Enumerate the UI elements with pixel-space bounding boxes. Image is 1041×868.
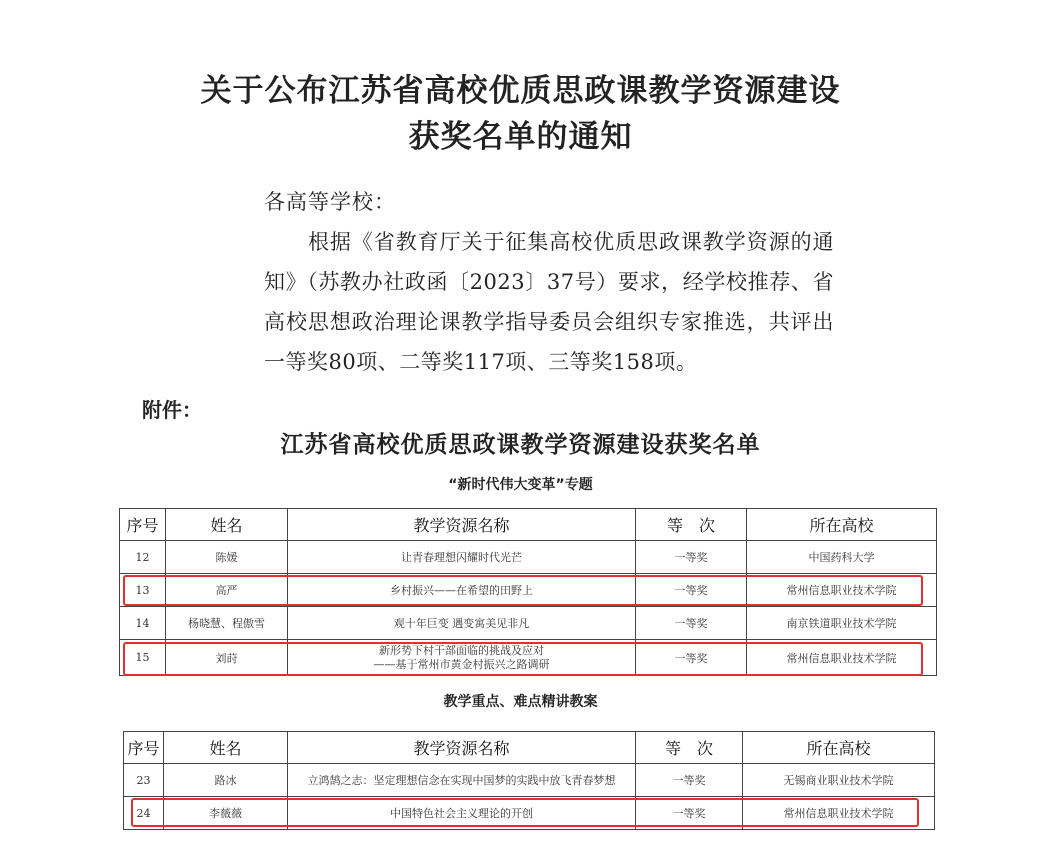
row-resource: 中国特色社会主义理论的开创: [288, 797, 636, 830]
header-school: 所在高校: [743, 732, 935, 764]
row-resource: 观十年巨变 遇变寓美见非凡: [288, 607, 636, 640]
table-row: [120, 541, 937, 574]
notice-body: 根据《省教育厅关于征集高校优质思政课教学资源的通知》（苏教办社政函〔2023〕37号）要求，经学校推荐、省高校思想政治理论课教学指导委员会组织专家推选，共评出一等奖80项、二等奖117项、三等奖158项。: [264, 230, 834, 374]
row-level: 一等奖: [636, 797, 743, 830]
row-no: 24: [124, 797, 164, 830]
row-name: 路冰: [164, 764, 288, 797]
section-title-new-era: “新时代伟大变革”专题: [448, 477, 593, 493]
row-school: 常州信息职业技术学院: [743, 797, 935, 830]
row-name: 李薇薇: [164, 797, 288, 830]
table-row: [120, 574, 937, 607]
table-row: [120, 607, 937, 640]
row-resource: 乡村振兴——在希望的田野上: [288, 574, 636, 607]
row-level: 一等奖: [636, 764, 743, 797]
row-name: 高严: [166, 574, 288, 607]
row-no: 13: [120, 574, 166, 607]
header-level: 等 次: [636, 732, 743, 764]
row-level: 一等奖: [636, 574, 747, 607]
row-school: 常州信息职业技术学院: [747, 574, 937, 607]
row-level: 一等奖: [636, 607, 747, 640]
header-school: 所在高校: [747, 509, 937, 541]
row-school: 无锡商业职业技术学院: [743, 764, 935, 797]
header-name: 姓名: [166, 509, 288, 541]
row-school: 中国药科大学: [747, 541, 937, 574]
attachment-label: 附件：: [142, 398, 202, 422]
row-no: 23: [124, 764, 164, 797]
row-no: 12: [120, 541, 166, 574]
notice-title-line1: 关于公布江苏省高校优质思政课教学资源建设: [200, 73, 841, 109]
header-no: 序号: [120, 509, 166, 541]
row-name: 陈媛: [166, 541, 288, 574]
salutation: 各高等学校：: [264, 190, 396, 214]
header-resource: 教学资源名称: [288, 509, 636, 541]
row-resource: [288, 640, 636, 676]
row-resource: 立鸿鹄之志：坚定理想信念在实现中国梦的实践中放飞青春梦想: [288, 764, 636, 797]
row-no: 14: [120, 607, 166, 640]
notice-title: [0, 68, 1041, 160]
header-level: 等 次: [636, 509, 747, 541]
award-table-new-era: [119, 508, 937, 676]
header-name: 姓名: [164, 732, 288, 764]
row-resource-line1: 新形势下村干部面临的挑战及应对: [379, 643, 544, 657]
notice-title-line2: 获奖名单的通知: [408, 119, 633, 155]
table-header-row: [120, 509, 937, 541]
award-table-lesson-plans: [123, 731, 935, 830]
table-row: [124, 797, 935, 830]
row-school: 南京铁道职业技术学院: [747, 607, 937, 640]
row-resource-line2: ——基于常州市黄金村振兴之路调研: [373, 657, 550, 671]
row-level: 一等奖: [636, 541, 747, 574]
header-no: 序号: [124, 732, 164, 764]
row-name: 刘莳: [166, 640, 288, 676]
row-no: 15: [120, 640, 166, 676]
section-title-lesson-plans: 教学重点、难点精讲教案: [443, 694, 598, 710]
row-name: 杨晓慧、程傲雪: [166, 607, 288, 640]
table-row: [120, 640, 937, 676]
header-resource: 教学资源名称: [288, 732, 636, 764]
row-resource: 让青春理想闪耀时代光芒: [288, 541, 636, 574]
award-list-title: 江苏省高校优质思政课教学资源建设获奖名单: [280, 431, 761, 458]
table-header-row: [124, 732, 935, 764]
row-school: 常州信息职业技术学院: [747, 640, 937, 676]
table-row: [124, 764, 935, 797]
row-level: 一等奖: [636, 640, 747, 676]
